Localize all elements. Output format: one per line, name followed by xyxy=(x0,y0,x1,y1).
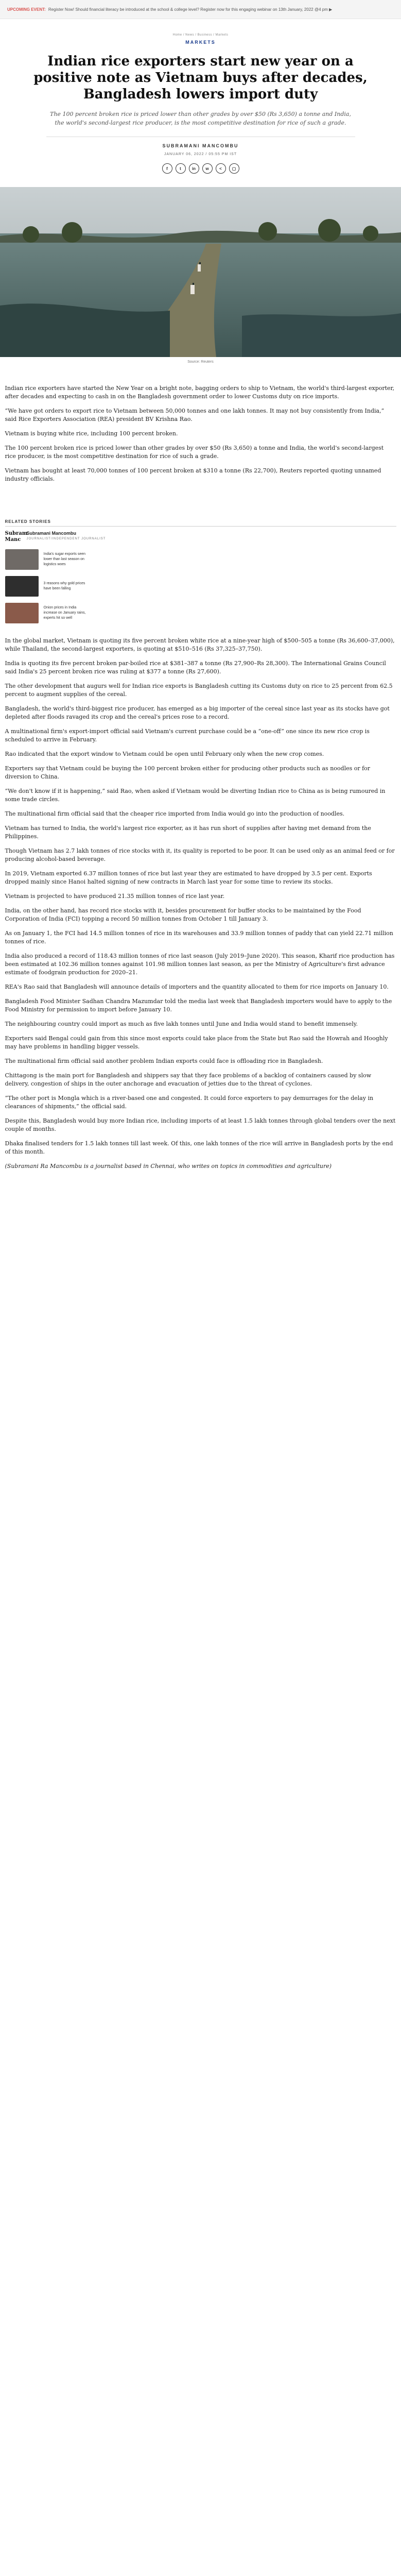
image-caption: Source: Reuters xyxy=(187,360,214,364)
article-paragraph: “We have got orders to export rice to Vietnam between 50,000 tonnes and one lakh tonnes. It may not buy consistently from India,” said Rice Exporters Association (REA) president BV Krishna Rao. xyxy=(5,408,385,422)
article-paragraph: As on January 1, the FCI had 14.5 million tonnes of rice in its warehouses and 33.9 million tonnes of paddy that can yield 22.71 million tonnes of rice. xyxy=(5,930,393,945)
related-story-item[interactable] xyxy=(5,603,396,623)
bookmark-icon[interactable]: ▢ xyxy=(229,163,239,174)
article-paragraph: Vietnam has bought at least 70,000 tonnes of 100 percent broken at $310 a tonne (Rs 22,700), Reuters reported quoting unnamed industry officials. xyxy=(5,467,381,482)
article-paragraph: Despite this, Bangladesh would buy more Indian rice, including imports of at least 1.5 lakh tonnes through global tenders over the next couple of months. xyxy=(5,1117,396,1132)
article-paragraph: Bangladesh Food Minister Sadhan Chandra Mazumdar told the media last week that Bangladesh importers would have to apply to the Food Ministry for permission to import before January 10. xyxy=(5,998,392,1013)
twitter-icon[interactable]: t xyxy=(176,163,186,174)
breadcrumb[interactable]: Home / News / Business / Markets xyxy=(172,33,229,37)
article-standfirst: The 100 percent broken rice is priced lower than other grades by over $50 (Rs 3,650) a tonne and India, the world's second-largest rice producer, is the most competitive destination for rice of such a grade. xyxy=(50,111,351,126)
article-paragraph: (Subramani Ra Mancombu is a journalist based in Chennai, who writes on topics in commodities and agriculture) xyxy=(5,1163,332,1170)
article-paragraph: Vietnam is projected to have produced 21.35 million tonnes of rice last year. xyxy=(5,893,225,900)
related-story-thumbnail[interactable] xyxy=(5,549,39,570)
whatsapp-icon[interactable]: w xyxy=(202,163,213,174)
section-label[interactable]: MARKETS xyxy=(185,40,216,45)
article-paragraph: India is quoting its five percent broken par-boiled rice at $381–387 a tonne (Rs 27,900–Rs 28,300). The International Grains Council said India's 25 percent broken rice was ruling at $377 a tonne (Rs 27,600). xyxy=(5,660,386,675)
article-body xyxy=(5,384,396,483)
article-paragraph: In 2019, Vietnam exported 6.37 million tonnes of rice but last year they are estimated to have dropped by 3.5 per cent. Exports dropped mainly since Hanoi halted signing of new contracts in March last year for some time to review its stocks. xyxy=(5,870,372,885)
article-paragraph: REA's Rao said that Bangladesh will announce details of importers and the quantity allocated to them for rice imports on January 10. xyxy=(5,984,389,990)
article-hero-image xyxy=(0,187,401,357)
related-story-title[interactable]: Onion prices in India increase on January rains, experts hit so well xyxy=(43,606,86,620)
article-paragraph: A multinational firm's export-import official said Vietnam's current purchase could be a “one-off” one since its new rice crop is scheduled to arrive in February. xyxy=(5,728,370,743)
article-paragraph: Bangladesh, the world's third-biggest rice producer, has emerged as a big importer of the cereal since last year as its stocks have got depleted after floods ravaged its crop and the cereal's prices rose to a record. xyxy=(5,705,390,720)
event-banner[interactable] xyxy=(0,0,401,19)
article-paragraph: Indian rice exporters have started the New Year on a bright note, bagging orders to ship to Vietnam, the world's third-largest exporter, after decades and expecting to cash in on the Bangladesh government order to lower Customs duty on rice imports. xyxy=(5,385,395,400)
linkedin-icon[interactable]: in xyxy=(189,163,199,174)
share-bar xyxy=(0,163,401,174)
article-paragraph: The neighbouring country could import as much as five lakh tonnes until June and India would stand to benefit immensely. xyxy=(5,1021,358,1027)
author-logo: Subram Manc xyxy=(5,531,28,543)
publish-date: JANUARY 06, 2022 / 05:55 PM IST xyxy=(164,152,237,156)
author-name[interactable]: Subramani Mancombu xyxy=(26,531,77,536)
article-paragraph: The multinational firm official said another problem Indian exports could face is offloading rice in Bangladesh. xyxy=(5,1058,323,1064)
related-stories-title: RELATED STORIES xyxy=(5,519,396,527)
related-story-title[interactable]: India's sugar exports seen lower than last season on logistics woes xyxy=(43,552,85,566)
event-banner-label: UPCOMING EVENT: xyxy=(7,7,46,12)
article-paragraph: Rao indicated that the export window to Vietnam could be open until February only when the new crop comes. xyxy=(5,751,324,757)
article-paragraph: “We don't know if it is happening,” said Rao, when asked if Vietnam would be diverting Indian rice to China as is being rumoured in some trade circles. xyxy=(5,788,386,803)
share-icon[interactable]: < xyxy=(216,163,226,174)
author-byline[interactable]: SUBRAMANI MANCOMBU xyxy=(162,143,239,148)
article-paragraph: The other development that augurs well for Indian rice exports is Bangladesh cutting its Customs duty on rice to 25 percent from 62.5 percent to augment supplies of the cereal. xyxy=(5,683,393,698)
article-paragraph: In the global market, Vietnam is quoting its five percent broken white rice at a nine-year high of $500–505 a tonne (Rs 36,600–37,000), while Thailand, the second-largest exporters, is quoting at $510–516 (Rs 37,325–37,750). xyxy=(5,637,395,652)
article-paragraph: India also produced a record of 118.43 million tonnes of rice last season (July 2019–June 2020). This season, Kharif rice production has been estimated at 102.36 million tonnes against 101.98 million tonnes last season, as per the Ministry of Agriculture's first advance estimate of foodgrain production for 2020–21. xyxy=(5,953,395,976)
related-story-item[interactable] xyxy=(5,576,396,597)
article-paragraph: Exporters say that Vietnam could be buying the 100 percent broken either for producing other products such as noodles or for diversion to China. xyxy=(5,765,371,780)
facebook-icon[interactable]: f xyxy=(162,163,172,174)
article-paragraph: The 100 percent broken rice is priced lower than other grades by over $50 (Rs 3,650) a tonne and India, the world's second-largest rice producer, is the most competitive destination for rice of such a grade. xyxy=(5,445,384,460)
related-stories xyxy=(5,519,396,623)
article-paragraph: Vietnam is buying white rice, including 100 percent broken. xyxy=(5,430,178,437)
article-body-continued xyxy=(5,637,396,1171)
event-banner-text[interactable]: Register Now! Should financial literacy be introduced at the school & college level? Register now for this engaging webinar on 13th January, 2022 @4 pm ▶ xyxy=(48,7,333,12)
author-card[interactable] xyxy=(5,531,396,543)
article-paragraph: Exporters said Bengal could gain from this since most exports could take place from the State but Rao said the Howrah and Hooghly may have problems in handling bigger vessels. xyxy=(5,1035,388,1050)
article-headline: Indian rice exporters start new year on a positive note as Vietnam buys after decades, Bangladesh lowers import duty xyxy=(33,54,368,102)
related-story-thumbnail[interactable] xyxy=(5,603,39,623)
author-role: JOURNALIST/INDEPENDENT JOURNALIST xyxy=(26,537,106,540)
article-paragraph: The multinational firm official said that the cheaper rice imported from India would go into the production of noodles. xyxy=(5,810,345,817)
related-list xyxy=(5,549,396,623)
article-paragraph: Chittagong is the main port for Bangladesh and shippers say that they face problems of a backlog of containers caused by slow delivery, congestion of ships in the outer anchorage and evacuation of jetties due to the threat of cyclones. xyxy=(5,1072,372,1087)
article-paragraph: Dhaka finalised tenders for 1.5 lakh tonnes till last week. Of this, one lakh tonnes of the rice will arrive in Bangladesh ports by the end of this month. xyxy=(5,1140,393,1155)
article-paragraph: Vietnam has turned to India, the world's largest rice exporter, as it has run short of supplies after having met demand from the Philippines. xyxy=(5,825,371,840)
related-story-item[interactable] xyxy=(5,549,396,570)
article-paragraph: “The other port is Mongla which is a river-based one and congested. It could force exporters to pay demurrages for the delay in clearances of shipments,” the official said. xyxy=(5,1095,374,1110)
related-story-title[interactable]: 3 reasons why gold prices have been falling xyxy=(43,582,85,590)
article-paragraph: India, on the other hand, has record rice stocks with it, besides procurement for buffer stocks to be maintained by the Food Corporation of India (FCI) topping a record 50 million tonnes from October 1 till January 3. xyxy=(5,907,361,922)
article-paragraph: Though Vietnam has 2.7 lakh tonnes of rice stocks with it, its quality is reported to be poor. It can be used only as an animal feed or for producing alcohol-based beverage. xyxy=(5,848,395,862)
related-story-thumbnail[interactable] xyxy=(5,576,39,597)
